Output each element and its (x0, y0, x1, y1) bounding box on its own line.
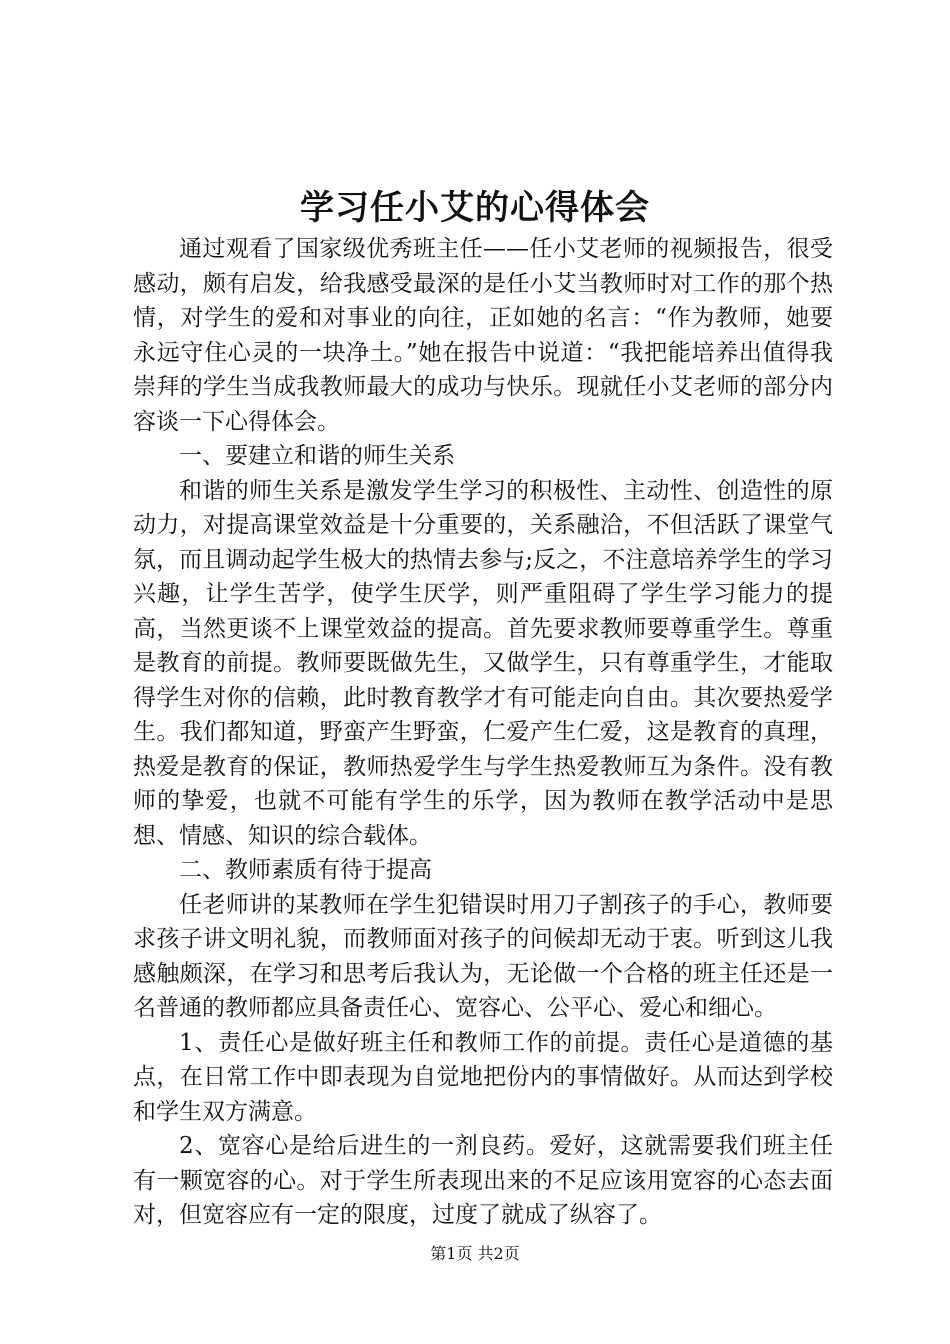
paragraph-section-2: 任老师讲的某教师在学生犯错误时用刀子割孩子的手心，教师要求孩子讲文明礼貌，而教师面对孩子的问候却无动于衷。听到这儿我感触颇深，在学习和思考后我认为，无论做一个合格的班主任还是一名普通的教师都应具备责任心、宽容心、公平心、爱心和细心。 (133, 891, 833, 1021)
page-footer: 第1页 共2页 (430, 1244, 520, 1263)
paragraph-section-1: 和谐的师生关系是激发学生学习的积极性、主动性、创造性的原动力，对提高课堂效益是十分重要的，关系融洽，不但活跃了课堂气氛，而且调动起学生极大的热情去参与;反之，不注意培养学生的学习兴趣，让学生苦学，使学生厌学，则严重阻碍了学生学习能力的提高，当然更谈不上课堂效益的提高。首先要求教师要尊重学生。尊重是教育的前提。教师要既做先生，又做学生，只有尊重学生，才能取得学生对你的信赖，此时教育教学才有可能走向自由。其次要热爱学生。我们都知道，野蛮产生野蛮，仁爱产生仁爱，这是教育的真理，热爱是教育的保证，教师热爱学生与学生热爱教师互为条件。没有教师的挚爱，也就不可能有学生的乐学，因为教师在教学活动中是思想、情感、知识的综合载体。 (133, 477, 833, 849)
document-body (133, 232, 833, 1233)
section-heading-2: 二、教师素质有待于提高 (179, 857, 432, 883)
section-heading-1: 一、要建立和谐的师生关系 (179, 443, 455, 469)
document-title: 学习任小艾的心得体会 (300, 188, 650, 228)
paragraph-point-2: 2、宽容心是给后进生的一剂良药。爱好，这就需要我们班主任有一颗宽容的心。对于学生所表现出来的不足应该用宽容的心态去面对，但宽容应有一定的限度，过度了就成了纵容了。 (133, 1133, 833, 1228)
paragraph-intro: 通过观看了国家级优秀班主任——任小艾老师的视频报告，很受感动，颇有启发，给我感受最深的是任小艾当教师时对工作的那个热情，对学生的爱和对事业的向往，正如她的名言：“作为教师，她要永远守住心灵的一块净土。”她在报告中说道：“我把能培养出值得我崇拜的学生当成我教师最大的成功与快乐。现就任小艾老师的部分内容谈一下心得体会。 (133, 236, 833, 435)
paragraph-point-1: 1、责任心是做好班主任和教师工作的前提。责任心是道德的基点，在日常工作中即表现为自觉地把份内的事情做好。从而达到学校和学生双方满意。 (133, 1029, 833, 1125)
